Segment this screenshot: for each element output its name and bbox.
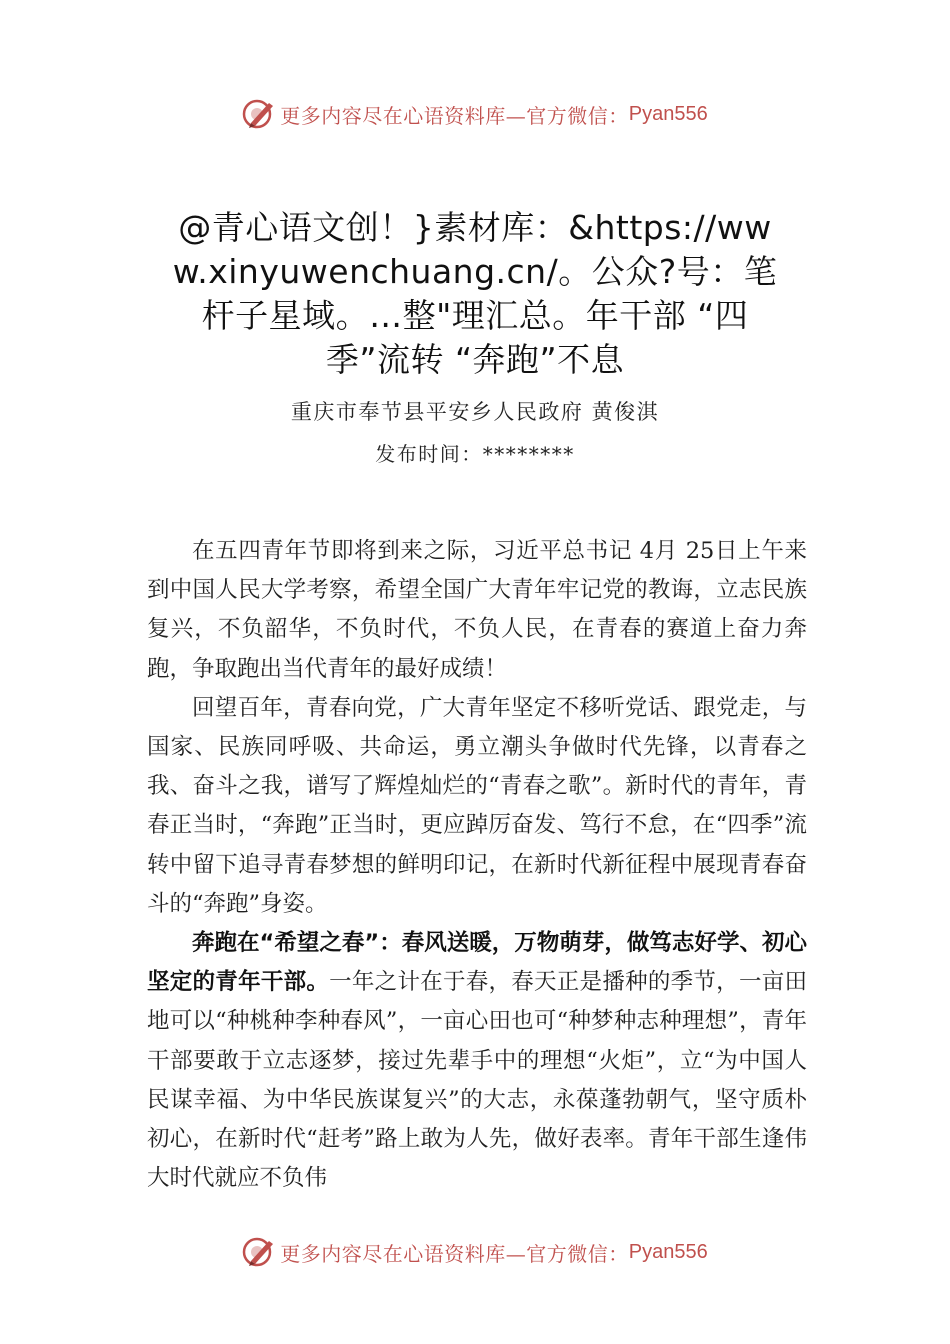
paragraph-bold-lead: 奔跑在“希望之春”：春风送暖，万物萌芽，做笃志好学、初心坚定的青年干部。 (147, 930, 807, 996)
pen-seal-logo-icon (242, 1235, 276, 1269)
article-body (147, 532, 807, 1198)
paragraph (147, 689, 807, 924)
paragraph (147, 532, 807, 689)
watermark-text: 更多内容尽在心语资料库—官方微信： (280, 103, 629, 128)
pen-seal-logo-icon (242, 97, 276, 131)
paragraph-text: 在五四青年节即将到来之际，习近平总书记 4月 25日上午来到中国人民大学考察，希望全国广大青年牢记党的教诲，立志民族复兴，不负韶华，不负时代，不负人民，在青春的赛道上奋力奔跑，争取跑出当代青年的最好成绩！ (147, 538, 807, 682)
watermark-banner-top (0, 94, 950, 134)
paragraph-text: 一年之计在于春，春天正是播种的季节，一亩田地可以“种桃种李种春风”，一亩心田也可“种梦种志种理想”，青年干部要敢于立志逐梦，接过先辈手中的理想“火炬”，立“为中国人民谋幸福、为中华民族谋复兴”的大志，永葆蓬勃朝气，坚守质朴初心，在新时代“赶考”路上敢为人先，做好表率。青年干部生逢伟大时代就应不负伟 (147, 969, 807, 1192)
paragraph-text: 回望百年，青春向党，广大青年坚定不移听党话、跟党走，与国家、民族同呼吸、共命运，勇立潮头争做时代先锋，以青春之我、奋斗之我，谱写了辉煌灿烂的“青春之歌”。新时代的青年，青春正当时，“奔跑”正当时，更应踔厉奋发、笃行不怠，在“四季”流转中留下追寻青春梦想的鲜明印记，在新时代新征程中展现青春奋斗的“奔跑”身姿。 (147, 694, 807, 917)
author-line: 重庆市奉节县平安乡人民政府 黄俊淇 (290, 400, 660, 424)
watermark-text: 更多内容尽在心语资料库—官方微信： (280, 1241, 629, 1266)
watermark-wechat-id: Pyan556 (628, 1240, 708, 1263)
publish-time: 发布时间：******** (375, 442, 575, 466)
article-title: @青心语文创！}素材库：&https://www.xinyuwenchuang.cn/。公众?号：笔杆子星域。…整"理汇总。年干部 “四季”流转 “奔跑”不息 (172, 208, 778, 379)
watermark-banner-bottom (0, 1232, 950, 1272)
watermark-wechat-id: Pyan556 (628, 102, 708, 125)
paragraph (147, 924, 807, 1198)
